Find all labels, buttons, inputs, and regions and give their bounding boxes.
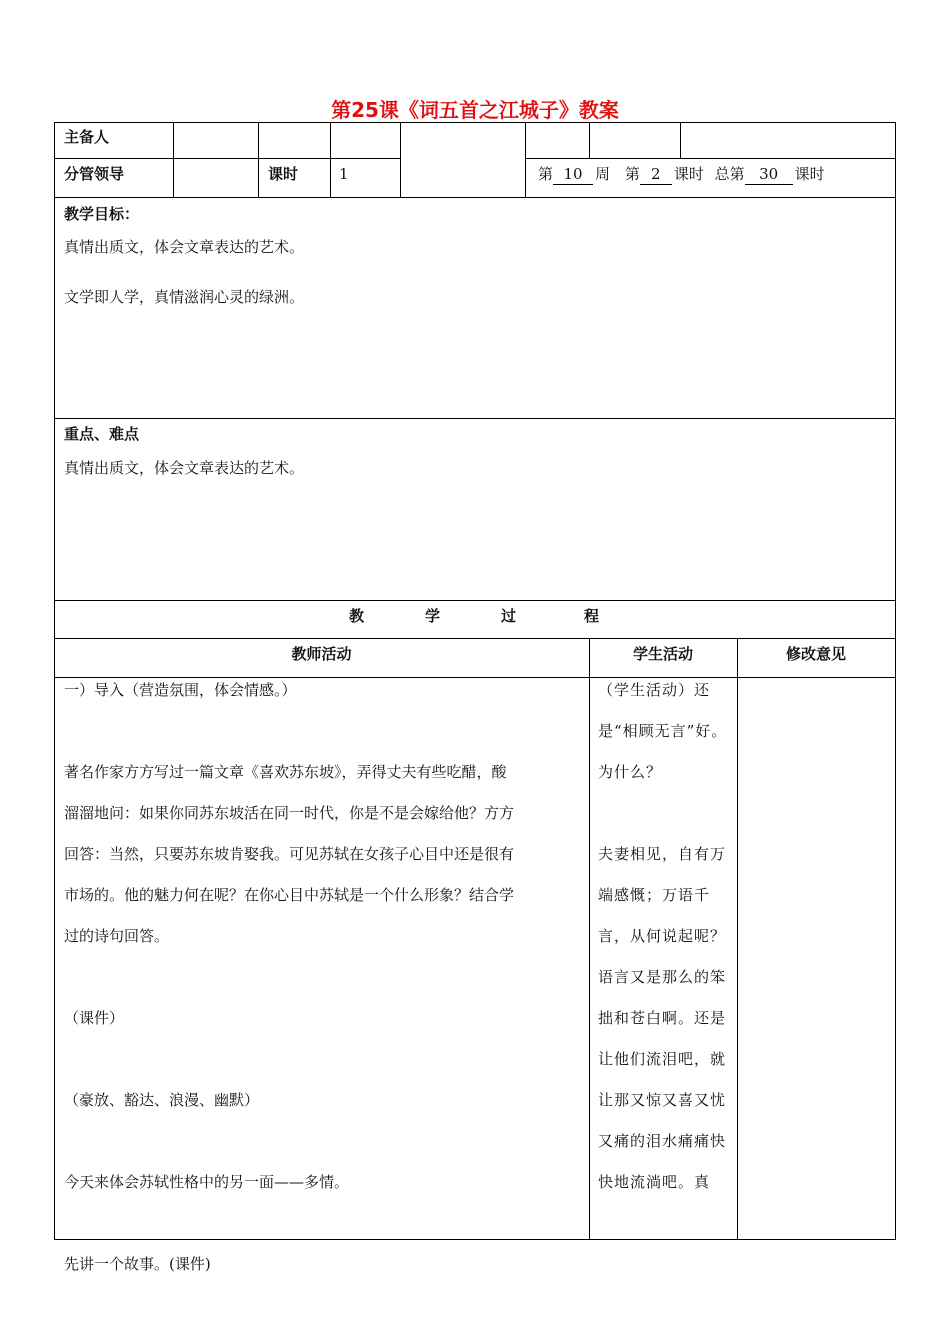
total-value: 30 bbox=[745, 164, 793, 185]
period-label: 课时 bbox=[268, 165, 299, 183]
week-value: 10 bbox=[553, 164, 593, 185]
teacher-line bbox=[64, 711, 514, 752]
column-header-student: 学生活动 bbox=[632, 645, 693, 663]
process-heading-char: 过 bbox=[501, 607, 517, 625]
process-heading-char: 学 bbox=[425, 607, 441, 625]
goal-item: 真情出质文，体会文章表达的艺术。 bbox=[64, 238, 305, 256]
process-heading-char: 程 bbox=[584, 607, 600, 625]
teacher-line: 过的诗句回答。 bbox=[64, 927, 170, 945]
key-points-label: 重点、难点 bbox=[64, 425, 140, 443]
student-activity bbox=[598, 670, 730, 1203]
key-points-text: 真情出质文，体会文章表达的艺术。 bbox=[64, 459, 305, 477]
goals-label: 教学目标： bbox=[64, 205, 140, 223]
teacher-line: （豪放、豁达、浪漫、幽默） bbox=[64, 1091, 260, 1109]
period-value: 1 bbox=[339, 165, 349, 183]
teacher-line: 市场的。他的魅力何在呢？在你心目中苏轼是一个什么形象？结合学 bbox=[64, 886, 515, 904]
teacher-line bbox=[64, 957, 514, 998]
lesson-value: 2 bbox=[640, 164, 672, 185]
teacher-line bbox=[64, 1121, 514, 1162]
column-header-revision: 修改意见 bbox=[785, 645, 846, 663]
teacher-line: 回答：当然，只要苏东坡肯娶我。可见苏轼在女孩子心目中还是很有 bbox=[64, 845, 515, 863]
student-paragraph: 夫妻相见，自有万端感慨；万语千言，从何说起呢？语言又是那么的笨拙和苍白啊。还是让他们流泪吧，就让那又惊又喜又忧又痛的泪水痛痛快快地流淌吧。真 bbox=[598, 845, 727, 1191]
teacher-line: 溜溜地问：如果你同苏东坡活在同一时代，你是不是会嫁给他？方方 bbox=[64, 804, 515, 822]
teacher-activity bbox=[64, 670, 514, 1285]
teacher-line bbox=[64, 1203, 514, 1244]
column-header-teacher: 教师活动 bbox=[291, 645, 352, 663]
teacher-line: 今天来体会苏轼性格中的另一面——多情。 bbox=[64, 1173, 350, 1191]
supervisor-label: 分管领导 bbox=[64, 165, 125, 183]
teacher-line: 一）导入（营造氛围，体会情感。） bbox=[64, 681, 297, 699]
teacher-line: （课件） bbox=[64, 1009, 125, 1027]
student-paragraph: （学生活动）还是“相顾无言”好。为什么？ bbox=[598, 681, 728, 781]
schedule-line: 第 10 周 第 2 课时 总第 30 课时 bbox=[538, 165, 825, 183]
teacher-line: 著名作家方方写过一篇文章《喜欢苏东坡》，弄得丈夫有些吃醋，酸 bbox=[64, 763, 507, 781]
teacher-line bbox=[64, 1039, 514, 1080]
teacher-line: 先讲一个故事。(课件) bbox=[64, 1255, 211, 1273]
process-heading-char: 教 bbox=[349, 607, 365, 625]
preparer-label: 主备人 bbox=[64, 128, 110, 146]
page-title: 第25课《词五首之江城子》教案 bbox=[331, 98, 619, 122]
goal-item: 文学即人学，真情滋润心灵的绿洲。 bbox=[64, 288, 305, 306]
